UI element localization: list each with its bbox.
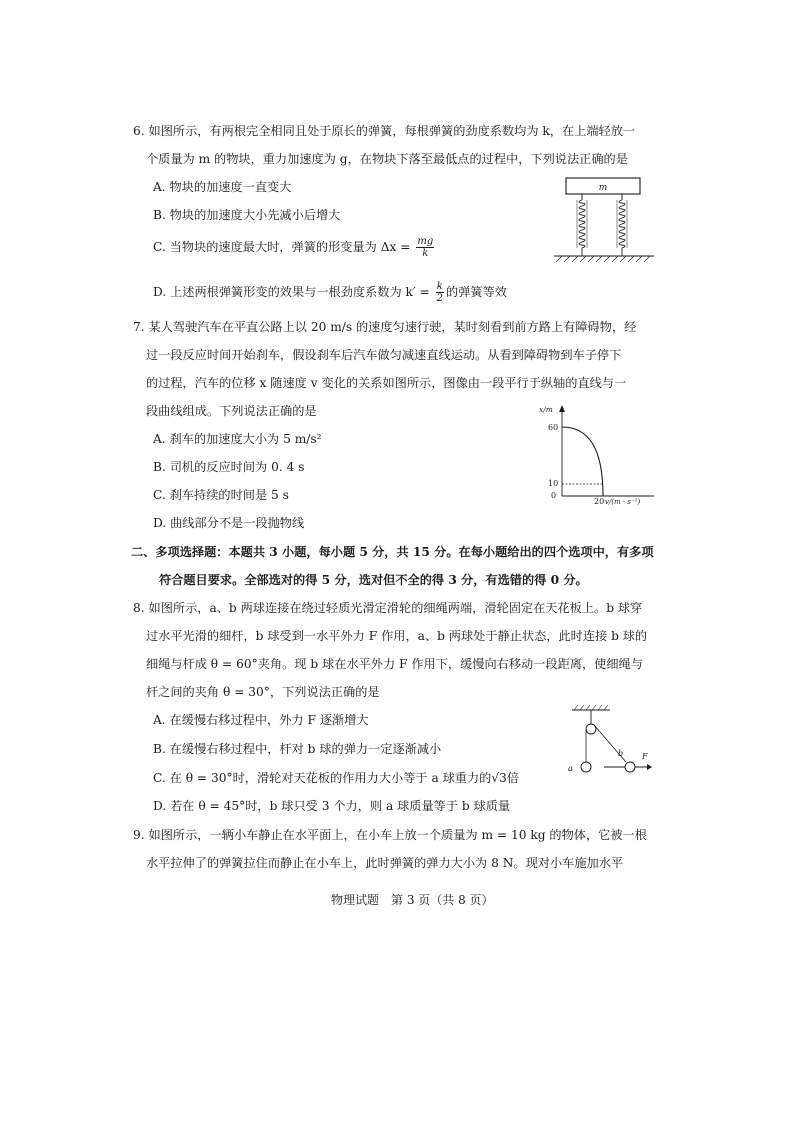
q6-option-c-numerator: mg [417,236,434,247]
q6-spring-right [617,194,627,256]
q7-option-d: D. 曲线部分不是一段抛物线 [153,516,305,530]
q7-line-1: 7. 某人驾驶汽车在平直公路上以 20 m/s 的速度匀速行驶，某时刻看到前方路上有障碍物，经 [133,320,637,334]
q6-option-c-fraction [416,236,434,259]
q6-block-label: m [598,183,608,193]
q8-ball-a [581,762,591,772]
q8-pulley-figure [562,704,654,784]
q7-option-a: A. 刹车的加速度大小为 5 m/s² [153,432,322,446]
q7-option-c: C. 刹车持续的时间是 5 s [153,488,289,502]
q6-option-c [153,236,436,259]
q7-tick-60: 60 [548,423,559,432]
q8-option-a: A. 在缓慢右移过程中，外力 F 逐渐增大 [153,713,369,727]
q9-line-2: 水平拉伸了的弹簧拉住而静止在小车上，此时弹簧的弹力大小为 8 N。现对小车施加水平 [146,856,624,870]
q6-option-c-text: C. 当物块的速度最大时，弹簧的形变量为 Δx = [153,240,411,254]
q6-option-d-fraction [436,281,444,304]
q6-line-1: 6. 如图所示，有两根完全相同且处于原长的弹簧，每根弹簧的劲度系数均为 k，在上端轻放一 [133,124,636,138]
q6-spring-figure [552,176,656,268]
q6-ground-hatch [556,256,650,262]
q7-line-3: 的过程，汽车的位移 x 随速度 v 变化的关系如图所示，图像由一段平行于纵轴的直线与一 [146,376,627,390]
q8-force-arrow [647,764,652,770]
q6-spring-left [577,194,587,256]
q7-tick-10: 10 [548,479,559,488]
q8-option-c: C. 在 θ = 30°时，滑轮对天花板的作用力大小等于 a 球重力的√3倍 [153,771,520,785]
q6-option-d-denominator: 2 [436,293,444,304]
section-2-heading-line-2: 符合题目要求。全部选对的得 5 分，选对但不全的得 3 分，有选错的得 0 分。 [159,573,588,587]
q8-line-2: 过水平光滑的细杆，b 球受到一水平外力 F 作用，a、b 两球处于静止状态，此时连接 b 球的 [146,629,648,643]
q7-ylabel: x/m [539,405,553,414]
q6-option-c-denominator: k [422,248,429,259]
q7-tick-20: 20 [594,497,605,506]
q8-option-d: D. 若在 θ = 45°时，b 球只受 3 个力，则 a 球质量等于 b 球质量 [153,799,511,813]
q7-y-axis-arrow [559,405,565,412]
q8-label-a: a [568,764,573,773]
q8-option-b: B. 在缓慢右移过程中，杆对 b 球的弹力一定逐渐减小 [153,742,442,756]
q6-option-d-suffix: 的弹簧等效 [446,285,507,299]
q7-curve [562,427,603,496]
section-2-heading-line-1: 二、多项选择题：本题共 3 小题，每小题 5 分，共 15 分。在每小题给出的四个选项中，有多项 [131,545,654,559]
q6-line-2: 个质量为 m 的物块，重力加速度为 g，在物块下落至最低点的过程中，下列说法正确的是 [146,152,628,166]
q8-ball-b [625,762,635,772]
q8-ceiling-hatch [574,705,608,710]
q6-option-b: B. 物块的加速度大小先减小后增大 [153,208,341,222]
q9-line-1: 9. 如图所示，一辆小车静止在水平面上，在小车上放一个质量为 m = 10 kg 的物体，它被一根 [133,828,647,842]
q8-line-3: 细绳与杆成 θ = 60°夹角。现 b 球在水平外力 F 作用下，缓慢向右移动一段距离，使细绳与 [146,657,643,671]
page-footer: 物理试题 第 3 页（共 8 页） [331,893,494,907]
q6-option-d-numerator: k [436,281,443,292]
q7-xlabel: v/(m · s⁻¹) [605,498,641,506]
q7-line-4: 段曲线组成。下列说法正确的是 [146,404,317,418]
q8-label-f: F [642,752,648,761]
q6-option-d-text: D. 上述两根弹簧形变的效果与一根劲度系数为 k′ = [153,285,430,299]
q7-xv-graph [536,402,658,508]
q8-label-b: b [618,749,624,758]
q6-option-d [153,281,507,304]
q6-option-a: A. 物块的加速度一直变大 [153,180,292,194]
q7-option-b: B. 司机的反应时间为 0. 4 s [153,460,305,474]
q7-tick-0: 0 [551,491,557,500]
q8-line-1: 8. 如图所示，a、b 两球连接在绕过轻质光滑定滑轮的细绳两端，滑轮固定在天花板上。b 球穿 [133,601,643,615]
q7-line-2: 过一段反应时间开始刹车，假设刹车后汽车做匀减速直线运动。从看到障碍物到车子停下 [146,348,622,362]
q8-line-4: 杆之间的夹角 θ = 30°，下列说法正确的是 [146,685,380,699]
